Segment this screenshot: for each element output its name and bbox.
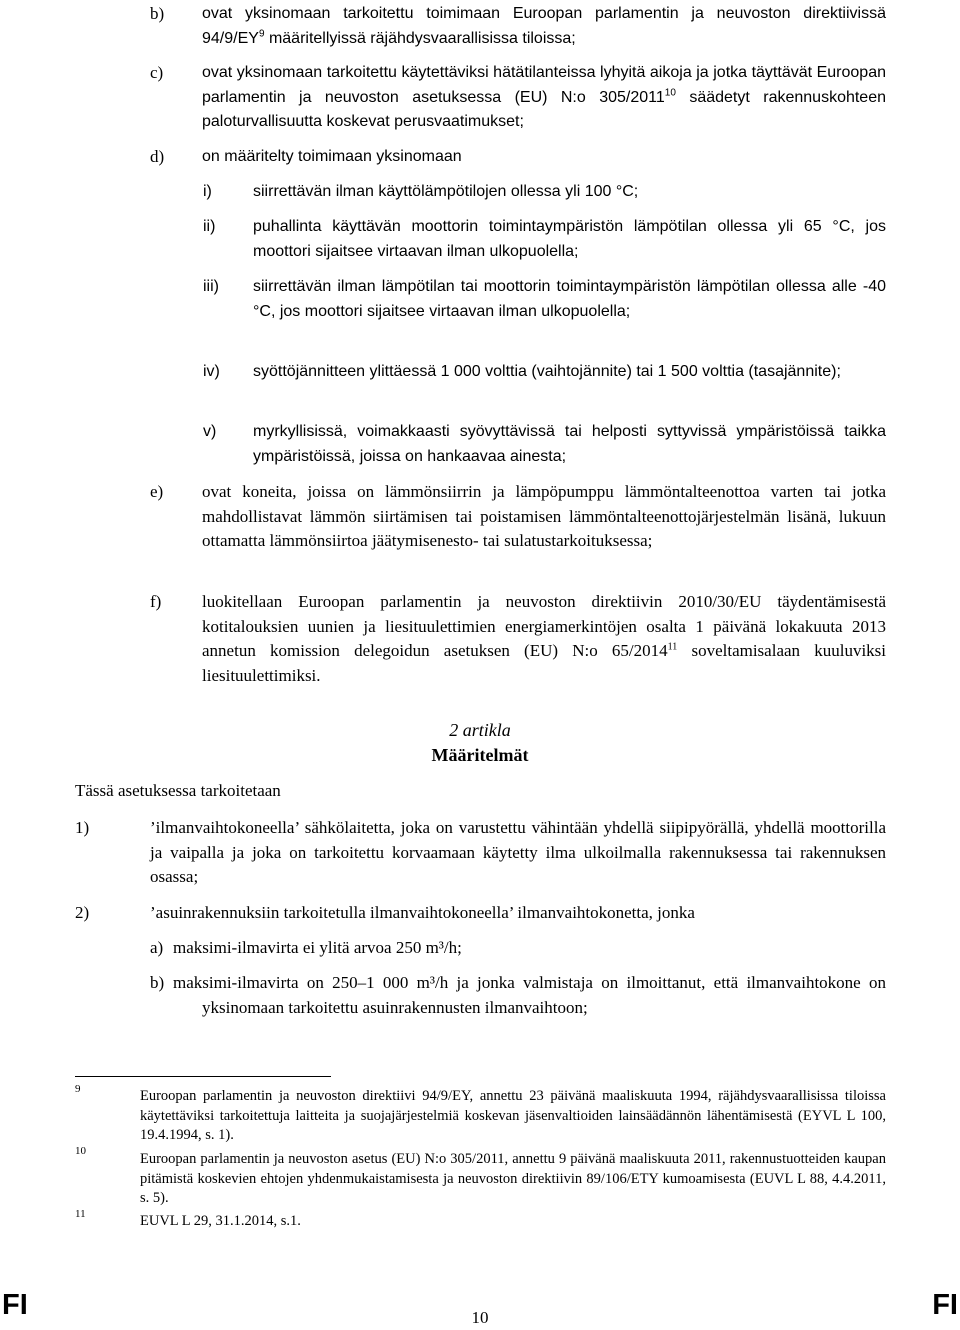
footnote-number-10: 10 <box>75 1145 86 1157</box>
definition-1: ’ilmanvaihtokoneella’ sähkölaitetta, joka on varustettu vähintään yhdellä siipipyörällä, yhdellä moottorilla ja vaipalla ja joka on tarkoitettu korvaamaan käytetty ilma ulkoilmalla rakennuksessa tai rakennuksen osassa; <box>150 818 886 886</box>
footnote-9: Euroopan parlamentin ja neuvoston direktiivi 94/9/EY, annettu 23 päivänä maaliskuuta 1994, räjähdysvaarallisissa tiloissa käytettäviksi tarkoitettuja laitteita ja suojajärjestelmiä koskevan jäsenvaltioiden lainsäädännön lähentämisestä (EYVL L 100, 19.4.1994, s. 1). <box>140 1088 886 1143</box>
definition-label-1: 1) <box>75 818 90 837</box>
footnote-ref-10[interactable]: 10 <box>664 87 676 99</box>
sub-label-i: i) <box>203 183 212 200</box>
page-number: 10 <box>471 1308 489 1327</box>
definition-2: ’asuinrakennuksiin tarkoitetulla ilmanvaihtokoneella’ ilmanvaihtokonetta, jonka <box>150 903 695 922</box>
def2-sub-a: maksimi-ilmavirta ei ylitä arvoa 250 m³/h; <box>173 938 462 957</box>
sub-item-ii: puhallinta käyttävän moottorin toimintaympäristön lämpötilan ollessa yli 65 °C, jos moottori sijaitsee virtaavan ilman ulkopuolella; <box>253 218 886 260</box>
sub-label-v: v) <box>203 423 217 440</box>
footnote-number-11: 11 <box>75 1208 86 1220</box>
list-label-f: f) <box>150 592 162 611</box>
footnote-number-9: 9 <box>75 1083 81 1095</box>
list-label-b: b) <box>150 4 165 23</box>
list-item-f: luokitellaan Euroopan parlamentin ja neuvoston direktiivin 2010/30/EU täydentämisestä kotitalouksien uunien ja liesituulettimien energiamerkintöjen osalta 1 päivänä lokakuuta 2013 annetun komission delegoidun asetuksen (EU) N:o 65/2014$^{11}$ soveltamisalaan kuuluviksi liesituulettimiksi. <box>202 592 886 685</box>
sub-item-v: myrkyllisissä, voimakkaasti syövyttävissä tai helposti syttyvissä ympäristöissä taikka ympäristöissä, joissa on hankaavaa ainesta; <box>253 423 886 465</box>
footnote-10: Euroopan parlamentin ja neuvoston asetus (EU) N:o 305/2011, annettu 9 päivänä maaliskuuta 2011, rakennustuotteiden kaupan pitämistä koskevien ehtojen yhdenmukaistamisesta ja neuvoston direktiivin 89/106/ETY kumoamisesta (EUVL L 88, 4.4.2011, s. 5). <box>140 1151 886 1206</box>
list-item-b: ovat yksinomaan tarkoitettu toimimaan Euroopan parlamentin ja neuvoston direktiivissä $94/9/EY^9$ määritellyissä räjähdysvaarallisissa tiloissa; <box>202 5 886 47</box>
list-item-c: ovat yksinomaan tarkoitettu käytettäviksi hätätilanteissa lyhyitä aikoja ja jotka täyttävät Euroopan parlamentin ja neuvoston asetuksessa (EU) N:o 305/2011$^{10}$ säädetyt rakennuskohteen paloturvallisuutta koskevat perusvaatimukset; <box>202 64 886 130</box>
sub-item-iv: syöttöjännitteen ylittäessä 1 000 volttia (vaihtojännite) tai 1 500 volttia (tasajännite); <box>253 363 841 380</box>
intro-text: Tässä asetuksessa tarkoitetaan <box>75 781 281 800</box>
list-label-c: c) <box>150 63 164 82</box>
def2-sub-b: maksimi-ilmavirta on 250–1 000 m³/h ja jonka valmistaja on ilmoittanut, että ilmanvaihtokone on yksinomaan tarkoitettu asuinrakennusten ilmanvaihtoon; <box>173 973 886 1017</box>
footnote-ref-11[interactable]: 11 <box>667 641 678 653</box>
list-item-e: ovat koneita, joissa on lämmönsiirrin ja lämpöpumppu lämmöntalteenottoa varten tai jotka mahdollistavat lämmön siirtämisen tai poistamisen lämmöntalteenottojärjestelmän lisänä, lukuun ottamatta lämmönsiirtoa jäätymisenesto- tai sulatustarkoituksessa; <box>202 482 886 550</box>
footnote-ref-9[interactable]: 9 <box>258 28 265 40</box>
definition-label-2: 2) <box>75 903 90 922</box>
sub-item-iii: siirrettävän ilman lämpötilan tai moottorin toimintaympäristön lämpötilan ollessa alle -40 °C, jos moottori sijaitsee virtaavan ilman ulkopuolella; <box>253 278 886 320</box>
footer-lang-left: FI <box>2 1289 28 1321</box>
sub-item-i: siirrettävän ilman käyttölämpötilojen ollessa yli 100 °C; <box>253 183 639 200</box>
footer-lang-right: FI <box>932 1289 958 1321</box>
sub-label-iii: iii) <box>203 278 219 295</box>
article-number: 2 artikla <box>449 720 511 740</box>
list-label-d: d) <box>150 147 165 166</box>
sub-label-ii: ii) <box>203 218 216 235</box>
list-item-d: on määritelty toimimaan yksinomaan <box>202 148 462 165</box>
article-title: Määritelmät <box>431 745 529 765</box>
footnote-separator <box>75 1076 331 1077</box>
def2-sub-label-a: a) <box>150 938 164 957</box>
sub-label-iv: iv) <box>203 363 220 380</box>
footnote-11: EUVL L 29, 31.1.2014, s.1. <box>140 1213 301 1229</box>
def2-sub-label-b: b) <box>150 973 165 992</box>
list-label-e: e) <box>150 482 164 501</box>
